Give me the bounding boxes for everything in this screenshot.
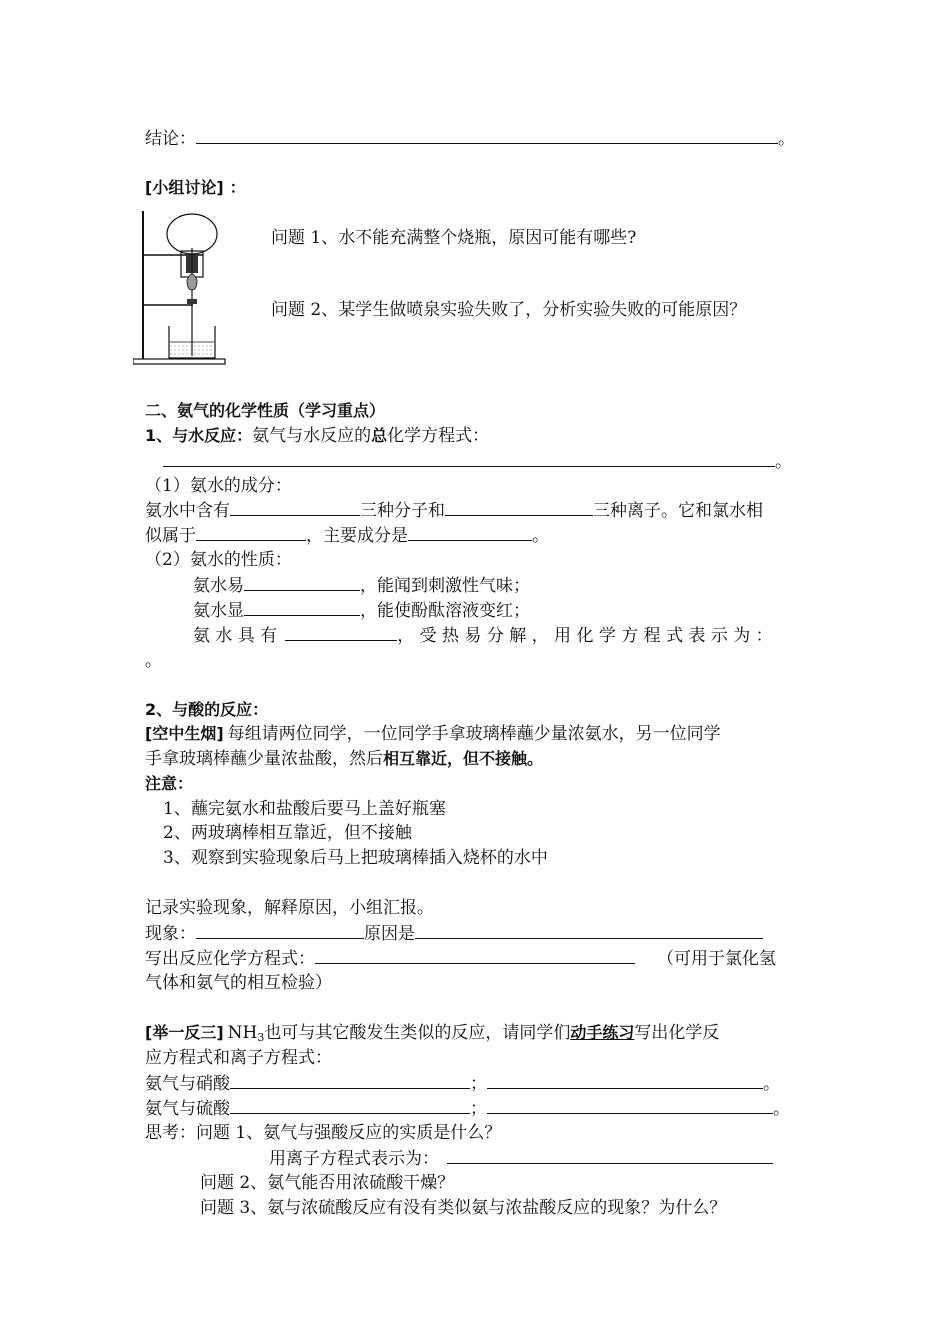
equation-note: 气体和氨气的相互检验）	[145, 973, 332, 993]
property-1: 氨水易 ，能闻到刺激性气味；	[193, 576, 530, 596]
note-item: 2、两玻璃棒相互靠近，但不接触	[163, 823, 412, 843]
ions-blank	[445, 499, 593, 516]
phenomenon-blank	[196, 922, 364, 939]
equation-blank	[315, 947, 635, 964]
reason-blank	[415, 922, 763, 939]
fountain-apparatus-figure	[133, 208, 228, 368]
properties-title: （2）氨水的性质：	[145, 550, 292, 570]
property-3-end: 。	[145, 651, 162, 671]
think-question-2: 问题 2、氨气能否用浓硫酸干燥？	[200, 1173, 455, 1193]
note-item: 3、观察到实验现象后马上把玻璃棒插入烧杯的水中	[163, 848, 548, 868]
think-question-3: 问题 3、氨与浓硫酸反应有没有类似氨与浓盐酸反应的现象？为什么？	[200, 1198, 727, 1218]
property-3: 氨 水 具 有 ， 受 热 易 分 解 ， 用 化 学 方 程 式 表 示 为 ：	[193, 626, 773, 646]
composition-title: （1）氨水的成分：	[145, 476, 292, 496]
discussion-question-2: 问题 2、某学生做喷泉实验失败了，分析实验失败的可能原因？	[271, 300, 747, 320]
volatile-blank	[244, 574, 360, 591]
composition-line-2: 似属于 ，主要成分是 。	[145, 526, 549, 546]
equation-line: 写出反应化学方程式： （可用于氯化氢	[145, 949, 776, 969]
sulfuric-acid-line: 氨气与硫酸 ； 。	[145, 1099, 790, 1119]
section-heading-chemical-properties: 二、氨气的化学性质（学习重点）	[145, 401, 386, 420]
phenomenon-line: 现象： 原因是	[145, 922, 763, 945]
conclusion-blank	[196, 127, 778, 144]
extend-line-1: [举一反三] $NH_3$也可与其它酸发生类似的反应，请同学们动手练习写出化学反	[145, 1023, 720, 1044]
molecules-blank	[230, 499, 360, 516]
conclusion-line: 结论： 。	[145, 129, 795, 149]
sulfuric-equation-blank	[230, 1097, 470, 1114]
main-component-blank	[408, 524, 532, 541]
water-reaction-line: 1、与水反应：氨气与水反应的总化学方程式：	[145, 426, 490, 446]
water-equation-blank	[163, 450, 775, 467]
acid-reaction-heading: 2、与酸的反应：	[145, 700, 269, 719]
nitric-acid-line: 氨气与硝酸 ； 。	[145, 1074, 780, 1094]
note-title: 注意：	[145, 774, 194, 793]
smoke-experiment-line-2: 手拿玻璃棒蘸少量浓盐酸，然后相互靠近，但不接触。	[145, 749, 544, 769]
instability-blank	[285, 624, 397, 641]
discussion-question-1: 问题 1、水不能充满整个烧瓶，原因可能有哪些?	[271, 228, 637, 248]
ionic-equation-blank	[447, 1147, 773, 1164]
think-question-1-ionic: 用离子方程式表示为：	[269, 1147, 773, 1170]
note-item: 1、蘸完氨水和盐酸后要马上盖好瓶塞	[163, 799, 446, 819]
nitric-equation-blank	[230, 1072, 470, 1089]
composition-line-1: 氨水中含有 三种分子和 三种离子。它和氯水相	[145, 501, 763, 521]
smoke-experiment-line-1: [空中生烟] 每组请两位同学，一位同学手拿玻璃棒蘸少量浓氨水，另一位同学	[145, 724, 721, 744]
alkaline-blank	[244, 599, 360, 616]
water-equation-line: 。	[163, 450, 792, 473]
sulfuric-ionic-blank	[487, 1097, 773, 1114]
property-2: 氨水显 ，能使酚酞溶液变红；	[193, 601, 530, 621]
record-instruction: 记录实验现象，解释原因，小组汇报。	[145, 898, 434, 918]
nitric-ionic-blank	[487, 1072, 763, 1089]
group-discussion-title: [小组讨论] ：	[145, 178, 246, 197]
belongs-to-blank	[196, 524, 306, 541]
extend-line-2: 应方程式和离子方程式：	[145, 1048, 332, 1068]
think-question-1: 思考：问题 1、氨气与强酸反应的实质是什么？	[145, 1123, 502, 1143]
